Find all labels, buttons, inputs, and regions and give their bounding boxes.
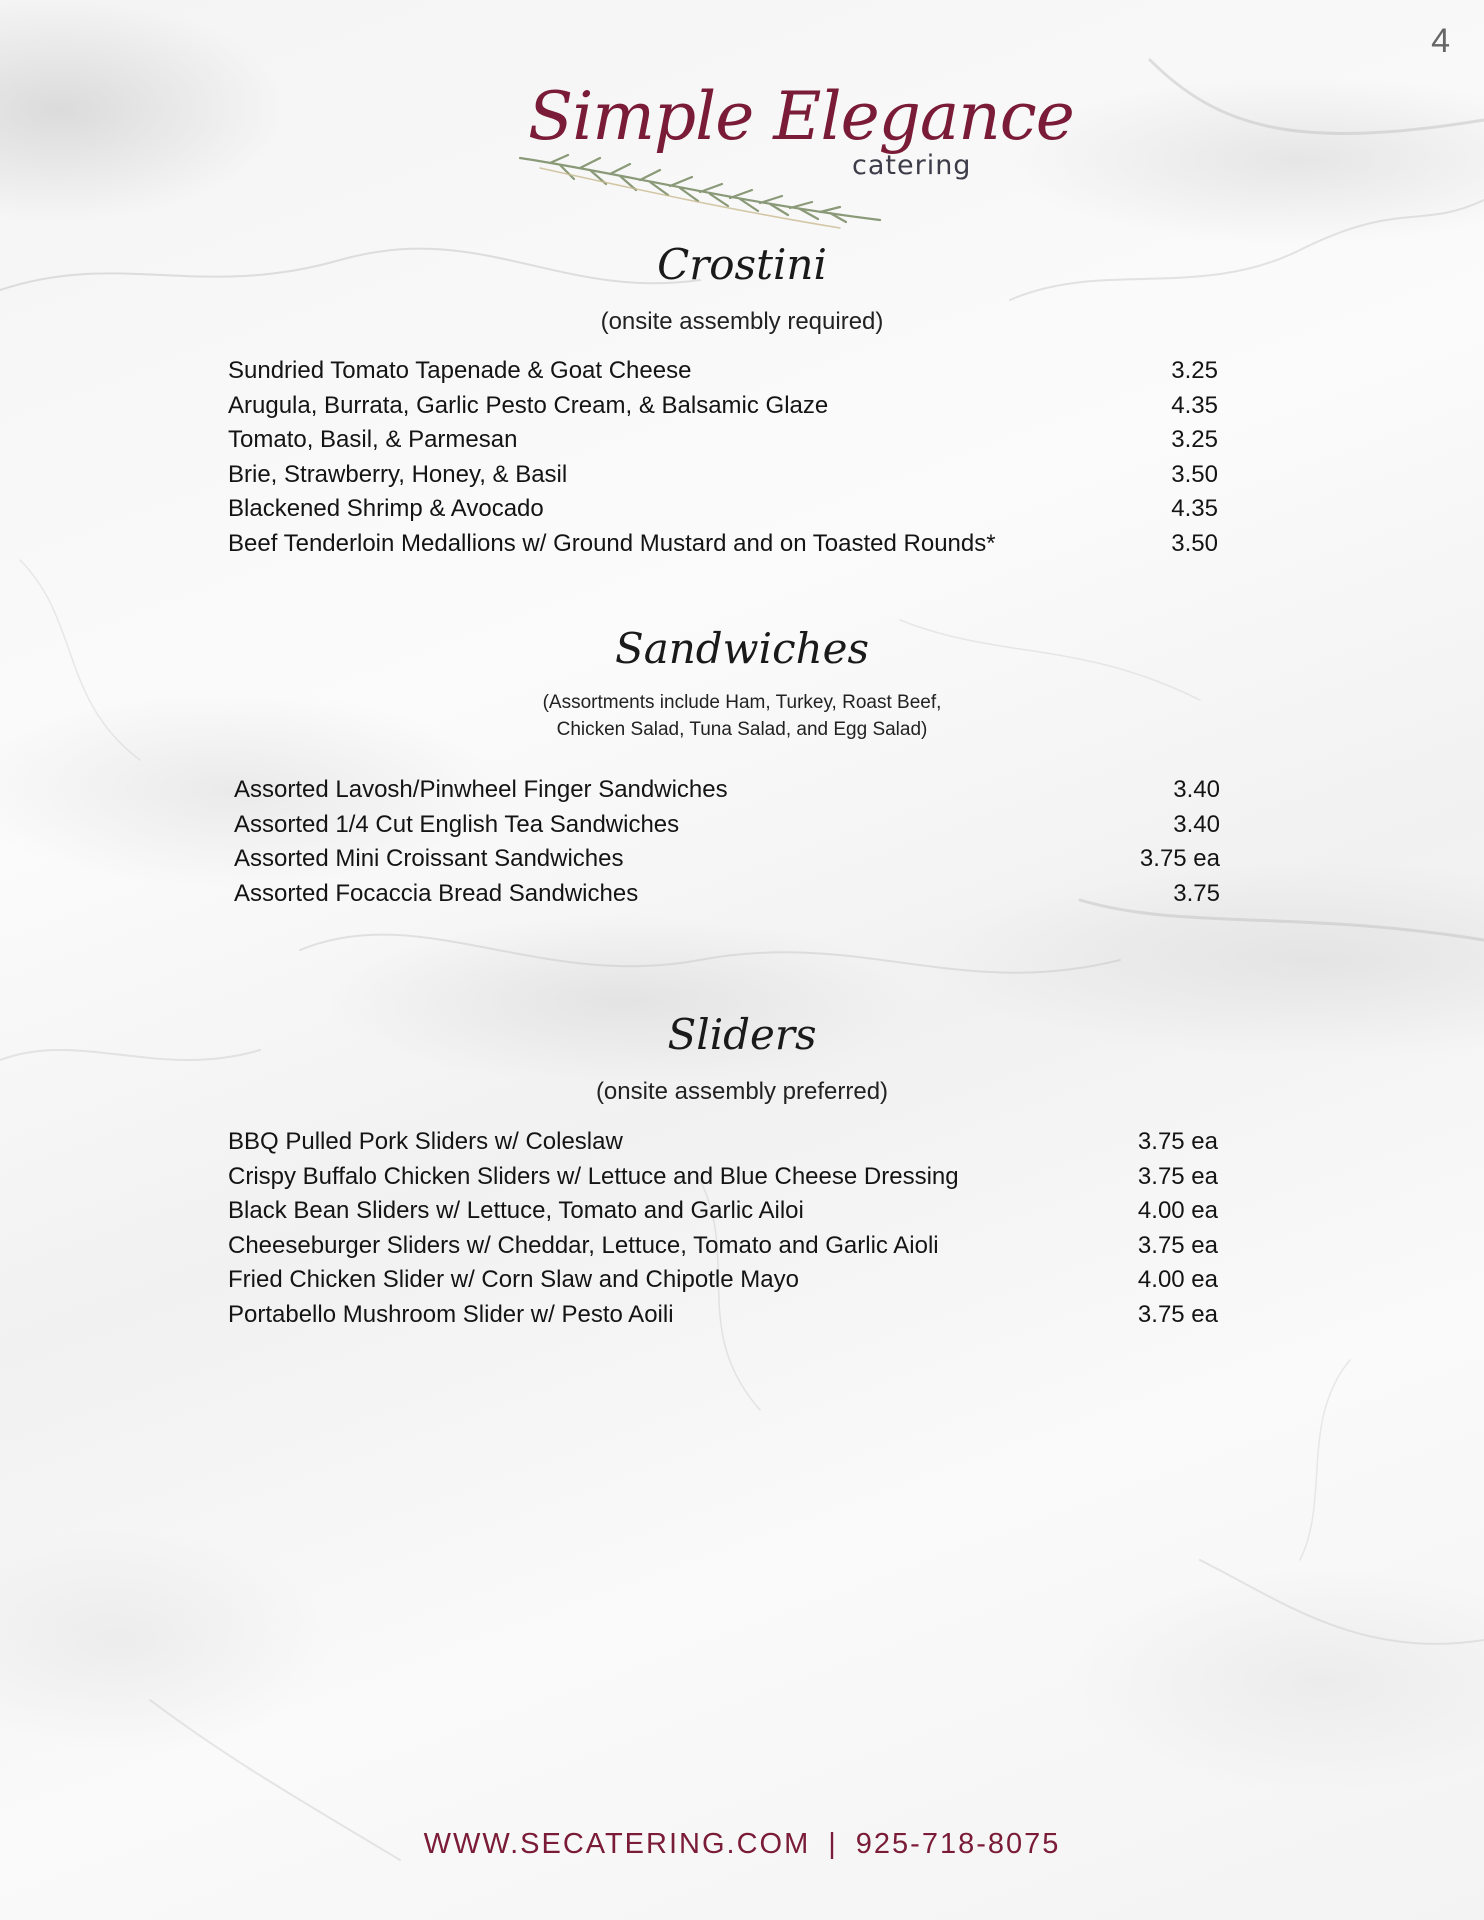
- item-price: 3.50: [1171, 529, 1218, 557]
- item-price: 4.00 ea: [1137, 1197, 1218, 1224]
- page-number: 4: [1431, 22, 1450, 60]
- item-name: Assorted Mini Croissant Sandwiches: [234, 845, 624, 872]
- menu-item: [228, 1266, 1218, 1301]
- section-note-sliders: (onsite assembly preferred): [595, 1078, 889, 1105]
- item-name: Portabello Mushroom Slider w/ Pesto Aoili: [228, 1300, 674, 1328]
- menu-item: [228, 1232, 1218, 1267]
- menu-item: [228, 1128, 1218, 1163]
- item-name: Beef Tenderloin Medallions w/ Ground Mustard and on Toasted Rounds*: [228, 529, 996, 557]
- section-title-sliders: Sliders: [667, 1010, 817, 1059]
- sliders-list: [228, 1128, 1218, 1335]
- item-price: 3.40: [1173, 810, 1220, 838]
- item-name: Sundried Tomato Tapenade & Goat Cheese: [228, 357, 692, 384]
- item-price: 3.75 ea: [1137, 1231, 1218, 1259]
- menu-item: [228, 495, 1218, 530]
- note-line: Chicken Salad, Tuna Salad, and Egg Salad): [556, 719, 928, 740]
- brand-logo: [510, 78, 1074, 238]
- footer-separator: |: [828, 1828, 838, 1860]
- section-title-sandwiches: Sandwiches: [614, 624, 870, 673]
- item-price: 4.00 ea: [1137, 1266, 1218, 1293]
- rosemary-sprig-icon: [510, 148, 910, 238]
- menu-item: [234, 845, 1220, 880]
- item-name: Brie, Strawberry, Honey, & Basil: [228, 460, 568, 488]
- item-name: Fried Chicken Slider w/ Corn Slaw and Chipotle Mayo: [228, 1266, 799, 1293]
- menu-item: [228, 357, 1218, 392]
- section-note-crostini: (onsite assembly required): [600, 308, 884, 335]
- item-name: Assorted Lavosh/Pinwheel Finger Sandwiches: [234, 776, 728, 803]
- menu-item: [234, 776, 1220, 811]
- section-note-sandwiches: [0, 689, 1484, 743]
- item-price: 3.40: [1173, 776, 1220, 803]
- item-name: Assorted 1/4 Cut English Tea Sandwiches: [234, 810, 680, 838]
- item-name: Arugula, Burrata, Garlic Pesto Cream, & Balsamic Glaze: [228, 391, 829, 419]
- footer-contact: [0, 1828, 1484, 1861]
- item-price: 4.35: [1171, 391, 1218, 419]
- item-name: Assorted Focaccia Bread Sandwiches: [234, 879, 639, 907]
- menu-item: [228, 392, 1218, 427]
- phone-number[interactable]: 925-718-8075: [855, 1828, 1061, 1860]
- menu-item: [228, 1163, 1218, 1198]
- item-name: Cheeseburger Sliders w/ Cheddar, Lettuce, Tomato and Garlic Aioli: [228, 1231, 939, 1259]
- menu-item: [228, 1197, 1218, 1232]
- item-name: Tomato, Basil, & Parmesan: [228, 426, 518, 453]
- brand-subtitle: catering: [852, 150, 972, 181]
- item-price: 3.75 ea: [1137, 1128, 1218, 1155]
- website-link[interactable]: WWW.SECATERING.COM: [423, 1828, 811, 1860]
- crostini-list: [228, 357, 1218, 564]
- item-name: Blackened Shrimp & Avocado: [228, 495, 544, 522]
- item-price: 3.25: [1171, 426, 1218, 453]
- item-price: 3.50: [1171, 460, 1218, 488]
- menu-item: [228, 426, 1218, 461]
- item-price: 3.75 ea: [1137, 1300, 1218, 1328]
- item-name: BBQ Pulled Pork Sliders w/ Coleslaw: [228, 1128, 623, 1155]
- item-price: 3.75 ea: [1139, 845, 1220, 872]
- menu-item: [228, 530, 1218, 565]
- sandwiches-list: [234, 776, 1220, 914]
- menu-item: [234, 880, 1220, 915]
- section-title-crostini: Crostini: [657, 240, 827, 289]
- menu-item: [228, 461, 1218, 496]
- item-price: 3.25: [1171, 357, 1218, 384]
- item-price: 4.35: [1171, 495, 1218, 522]
- note-line: (Assortments include Ham, Turkey, Roast Beef,: [542, 692, 942, 713]
- item-name: Black Bean Sliders w/ Lettuce, Tomato and Garlic Ailoi: [228, 1197, 804, 1224]
- item-price: 3.75: [1173, 879, 1220, 907]
- menu-item: [228, 1301, 1218, 1336]
- brand-name: Simple Elegance: [528, 78, 1074, 155]
- menu-item: [234, 811, 1220, 846]
- item-name: Crispy Buffalo Chicken Sliders w/ Lettuce and Blue Cheese Dressing: [228, 1162, 959, 1190]
- item-price: 3.75 ea: [1137, 1162, 1218, 1190]
